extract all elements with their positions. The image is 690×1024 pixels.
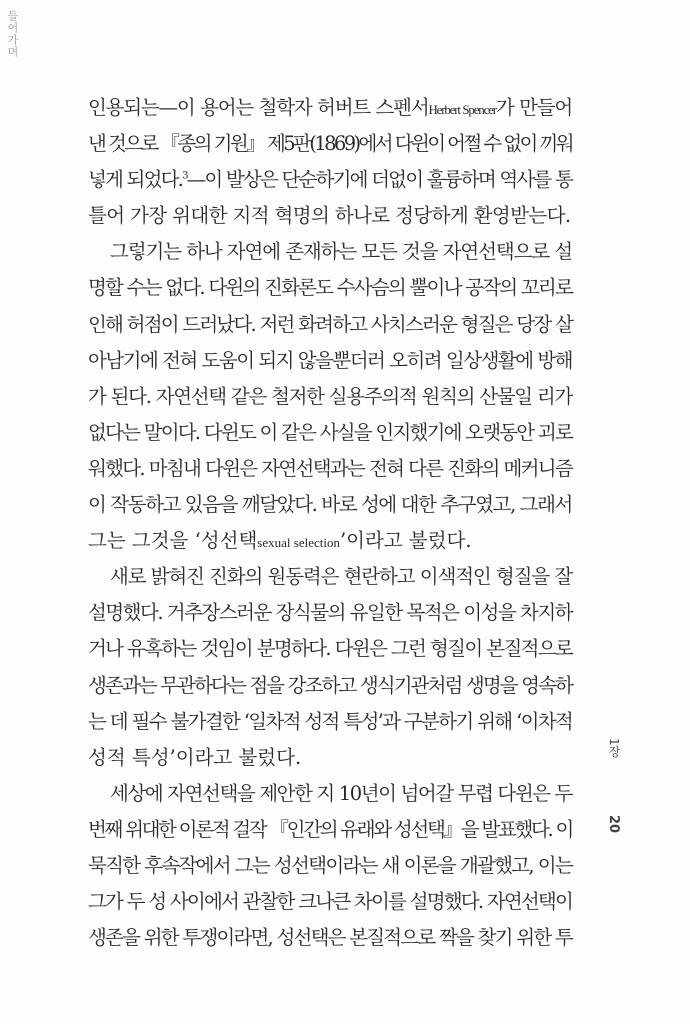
text-line	[88, 451, 572, 487]
english-term: sexual selection	[257, 535, 340, 551]
text-segment: 틀어 가장 위대한 지적 혁명의 하나로 정당하게 환영받는다.	[88, 204, 571, 228]
text-line	[88, 884, 572, 920]
text-segment: 그가 두 성 사이에서 관찰한 크나큰 차이를 설명했다. 자연선택이	[88, 890, 572, 914]
text-segment: 인해 허점이 드러났다. 저런 화려하고 사치스러운 형질은 당장 살	[88, 312, 572, 336]
text-line	[88, 343, 572, 379]
english-term: Herbert Spencer	[428, 102, 496, 117]
text-segment: ’이라고 불렀다.	[339, 529, 472, 553]
text-segment: 생존을 위한 투쟁이라면, 성선택은 본질적으로 짝을 찾기 위한 투	[88, 926, 572, 950]
text-line	[88, 631, 572, 667]
text-line	[88, 126, 572, 162]
text-line	[88, 487, 572, 523]
text-line	[88, 559, 572, 595]
text-segment: 인용되는—이 용어는 철학자 허버트 스펜서	[88, 96, 429, 119]
text-line	[88, 848, 572, 884]
text-line	[88, 162, 572, 198]
text-line	[88, 270, 572, 306]
text-segment: 그렇기는 하나 자연에 존재하는 모든 것을 자연선택으로 설	[110, 240, 572, 264]
text-segment: 워했다. 마침내 다윈은 자연선택과는 전혀 다른 진화의 메커니즘	[88, 456, 572, 480]
footnote-marker[interactable]: 3	[182, 170, 187, 182]
text-segment: 없다는 말이다. 다윈도 이 같은 사실을 인지했기에 오랫동안 괴로	[88, 420, 572, 444]
text-segment: 성적 특성’이라고 불렀다.	[88, 745, 302, 769]
text-segment: 는 데 필수 불가결한 ‘일차적 성적 특성’과 구분하기 위해 ‘이차적	[88, 709, 572, 733]
text-segment: 세상에 자연선택을 제안한 지 10년이 넘어갈 무렵 다윈은 두	[110, 781, 572, 805]
text-line	[88, 920, 572, 956]
text-line	[88, 234, 572, 270]
text-line	[88, 415, 572, 451]
text-segment: 번째 위대한 이론적 걸작 『인간의 유래와 성선택』을 발표했다. 이	[88, 817, 572, 841]
text-segment: 가 만들어	[495, 96, 573, 119]
body-text	[88, 90, 572, 956]
page-number: 20	[606, 815, 621, 834]
text-line	[88, 704, 572, 740]
text-segment: 아남기에 전혀 도움이 되지 않을뿐더러 오히려 일상생활에 방해	[88, 348, 572, 372]
text-line	[88, 595, 572, 631]
text-segment: 이 작동하고 있음을 깨달았다. 바로 성에 대한 추구였고, 그래서	[88, 493, 572, 517]
text-segment: 묵직한 후속작에서 그는 성선택이라는 새 이론을 개괄했고, 이는	[88, 853, 572, 877]
text-line	[88, 668, 572, 704]
text-segment: 새로 밝혀진 진화의 원동력은 현란하고 이색적인 형질을 잘	[110, 565, 572, 589]
running-head: 들어가며	[6, 10, 19, 58]
text-line	[88, 198, 572, 234]
text-line	[88, 90, 572, 126]
text-segment: 명할 수는 없다. 다윈의 진화론도 수사슴의 뿔이나 공작의 꼬리로	[88, 276, 572, 300]
text-segment: 가 된다. 자연선택 같은 철저한 실용주의적 원칙의 산물일 리가	[88, 384, 572, 408]
text-segment: 넣게 되었다.	[88, 168, 183, 192]
text-segment: 생존과는 무관하다는 점을 강조하고 생식기관처럼 생명을 영속하	[88, 673, 572, 697]
text-line	[88, 379, 572, 415]
text-segment: 설명했다. 거추장스러운 장식물의 유일한 목적은 이성을 차지하	[88, 601, 572, 625]
text-line	[88, 523, 572, 559]
text-line	[88, 307, 572, 343]
text-segment: 거나 유혹하는 것임이 분명하다. 다윈은 그런 형질이 본질적으로	[88, 637, 572, 661]
chapter-label: 1장	[607, 738, 621, 758]
text-segment: 그는 그것을 ‘성선택	[88, 529, 258, 553]
text-line	[88, 812, 572, 848]
text-line	[88, 776, 572, 812]
text-line	[88, 740, 572, 776]
text-segment: —이 발상은 단순하기에 더없이 훌륭하며 역사를 통	[186, 168, 572, 192]
text-segment: 낸 것으로 『종의 기원』 제5판(1869)에서 다윈이 어쩔 수 없이 끼워	[88, 132, 572, 156]
